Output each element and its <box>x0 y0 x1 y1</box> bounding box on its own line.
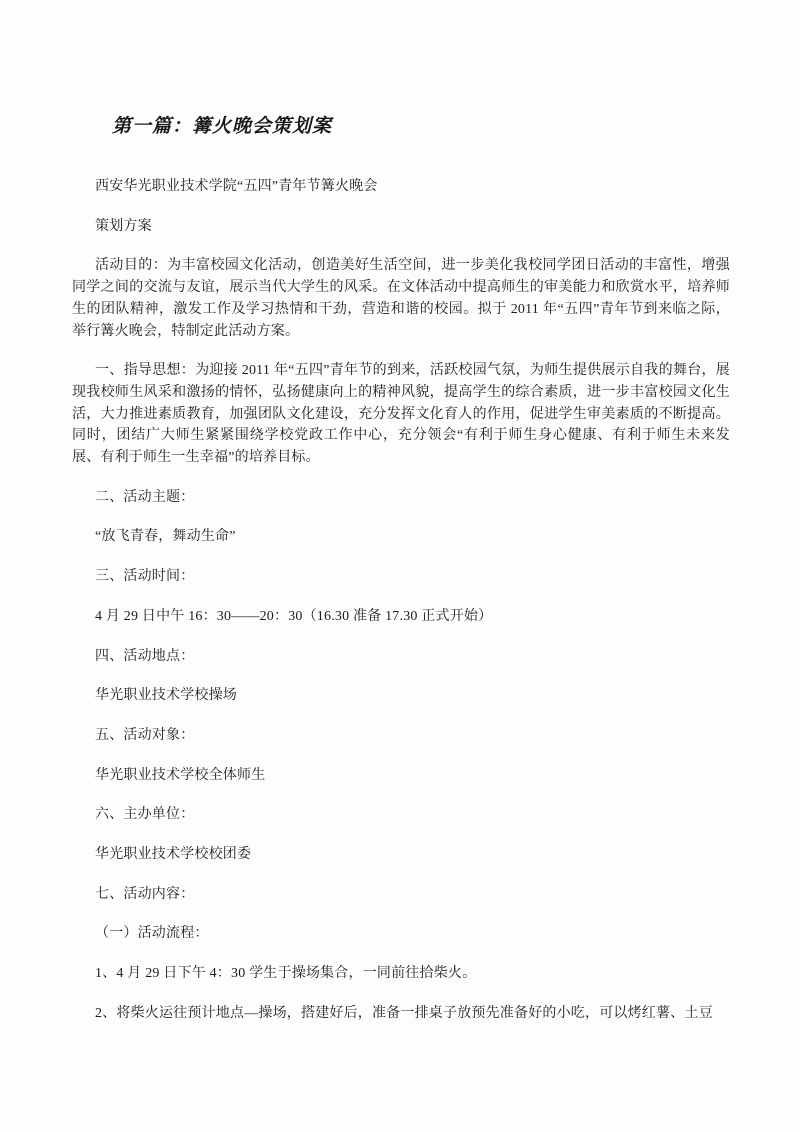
paragraph: 西安华光职业技术学院“五四”青年节篝火晚会 <box>95 179 378 194</box>
paragraph: 四、活动地点： <box>95 648 195 664</box>
paragraph: 七、活动内容： <box>95 886 195 902</box>
paragraph: 六、主办单位： <box>95 807 195 823</box>
document-body <box>72 176 730 1025</box>
paragraph: 二、活动主题： <box>95 489 195 505</box>
paragraph: 华光职业技术学校校团委 <box>95 847 252 863</box>
paragraph: “放飞青春，舞动生命” <box>95 529 236 545</box>
paragraph: 五、活动对象： <box>95 727 195 743</box>
document-title: 第一篇：篝火晚会策划案 <box>112 116 333 137</box>
paragraph: 一、指导思想：为迎接 2011 年“五四”青年节的到来，活跃校园气氛，为师生提供展示自我的舞台，展现我校师生风采和激扬的情怀，弘扬健康向上的精神风貌，提高学生的综合素质，进一步丰富校园文化生活，大力推进素质教育，加强团队文化建设，充分发挥文化育人的作用，促进学生审美素质的不断提高。同时，团结广大师生紧紧围绕学校党政工作中心，充分领会“有利于师生身心健康、有利于师生未来发展、有利于师生一生幸福”的培养目标。 <box>72 363 730 466</box>
paragraph: 1、4 月 29 日下午 4：30 学生于操场集合，一同前往拾柴火。 <box>95 966 477 982</box>
paragraph: 2、将柴火运往预计地点—操场，搭建好后，准备一排桌子放预先准备好的小吃，可以烤红薯、土豆 <box>95 1005 713 1021</box>
paragraph: 华光职业技术学校全体师生 <box>95 767 266 783</box>
paragraph: 华光职业技术学校操场 <box>95 688 237 704</box>
paragraph: （一）活动流程： <box>95 926 209 942</box>
paragraph: 活动目的：为丰富校园文化活动，创造美好生活空间，进一步美化我校同学团日活动的丰富性，增强同学之间的交流与友谊，展示当代大学生的风采。在文体活动中提高师生的审美能力和欣赏水平，培养师生的团队精神，激发工作及学习热情和干劲，营造和谐的校园。拟于 2011 年“五四”青年节到来临之际，举行篝火晚会，特制定此活动方案。 <box>72 258 730 339</box>
paragraph: 4 月 29 日中午 16：30——20：30（16.30 准备 17.30 正式开始） <box>95 608 493 624</box>
paragraph: 三、活动时间： <box>95 569 195 585</box>
paragraph: 策划方案 <box>95 218 152 234</box>
